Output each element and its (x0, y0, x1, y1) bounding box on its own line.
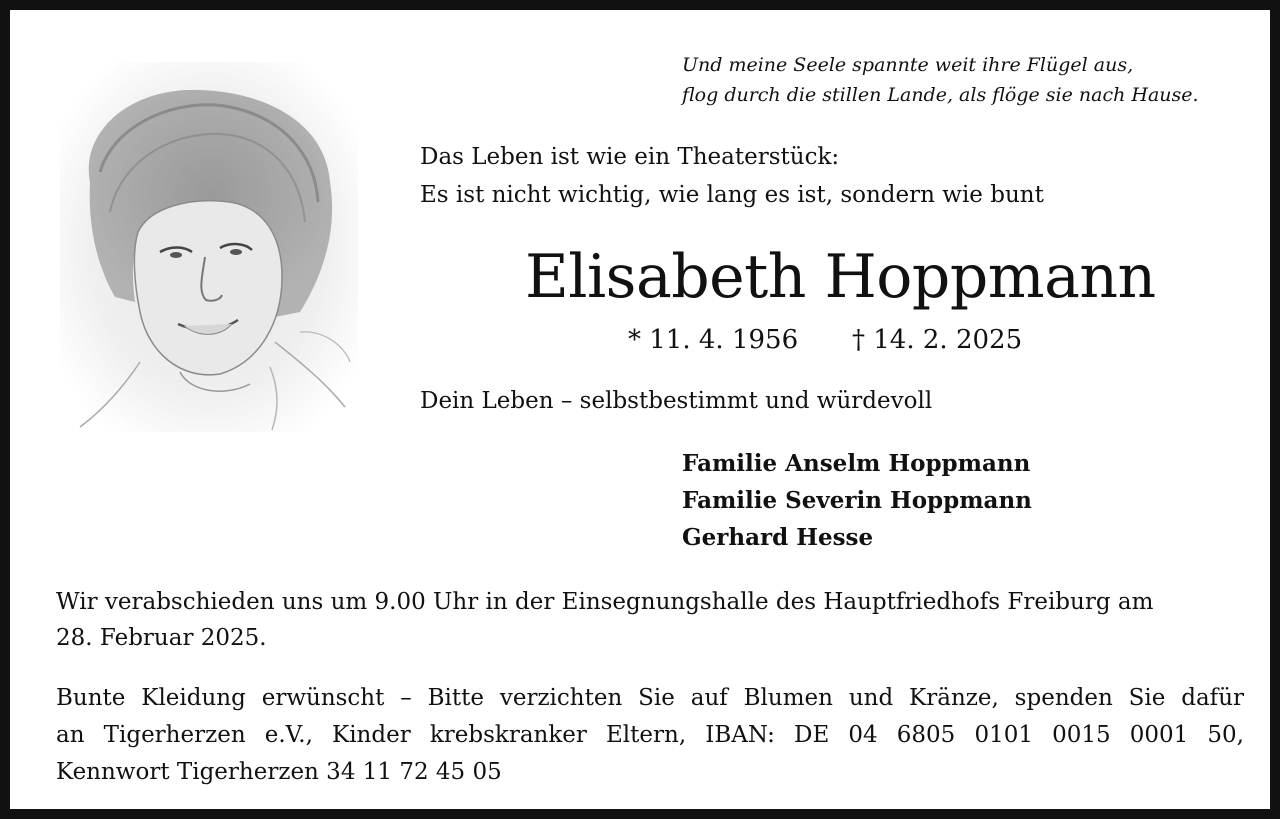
mourner-name: Gerhard Hesse (682, 524, 874, 551)
deceased-name: Elisabeth Hoppmann (525, 242, 1156, 312)
mourner-name: Familie Severin Hoppmann (682, 487, 1032, 514)
note-line: an Tigerherzen e.V., Kinder krebskranker Eltern, IBAN: DE 04 6805 0101 0015 0001 50, (56, 722, 1244, 748)
poem-line: Und meine Seele spannte weit ihre Flügel aus, (682, 54, 1134, 76)
life-quote (420, 138, 1044, 214)
funeral-announcement (56, 584, 1246, 656)
funeral-line: Wir verabschieden uns um 9.00 Uhr in der Einsegnungshalle des Hauptfriedhofs Freiburg am (56, 589, 1154, 615)
death-date: † 14. 2. 2025 (852, 325, 1023, 355)
note-line: Bunte Kleidung erwünscht – Bitte verzichten Sie auf Blumen und Kränze, spenden Sie dafür (56, 685, 1244, 711)
quote-line: Das Leben ist wie ein Theaterstück: (420, 144, 840, 170)
mourners-list (682, 445, 1032, 556)
poem-line: flog durch die stillen Lande, als flöge sie nach Hause. (682, 84, 1199, 106)
poem-verse (682, 50, 1199, 110)
portrait-drawing (60, 62, 358, 432)
quote-line: Es ist nicht wichtig, wie lang es ist, sondern wie bunt (420, 182, 1044, 208)
mourner-name: Familie Anselm Hoppmann (682, 450, 1031, 477)
portrait-sketch-image (60, 62, 358, 432)
funeral-line: 28. Februar 2025. (56, 625, 267, 651)
birth-date: * 11. 4. 1956 (628, 325, 799, 355)
life-motto: Dein Leben – selbstbestimmt und würdevoll (420, 388, 933, 414)
donation-note (56, 680, 1244, 791)
note-line: Kennwort Tigerherzen 34 11 72 45 05 (56, 759, 502, 785)
